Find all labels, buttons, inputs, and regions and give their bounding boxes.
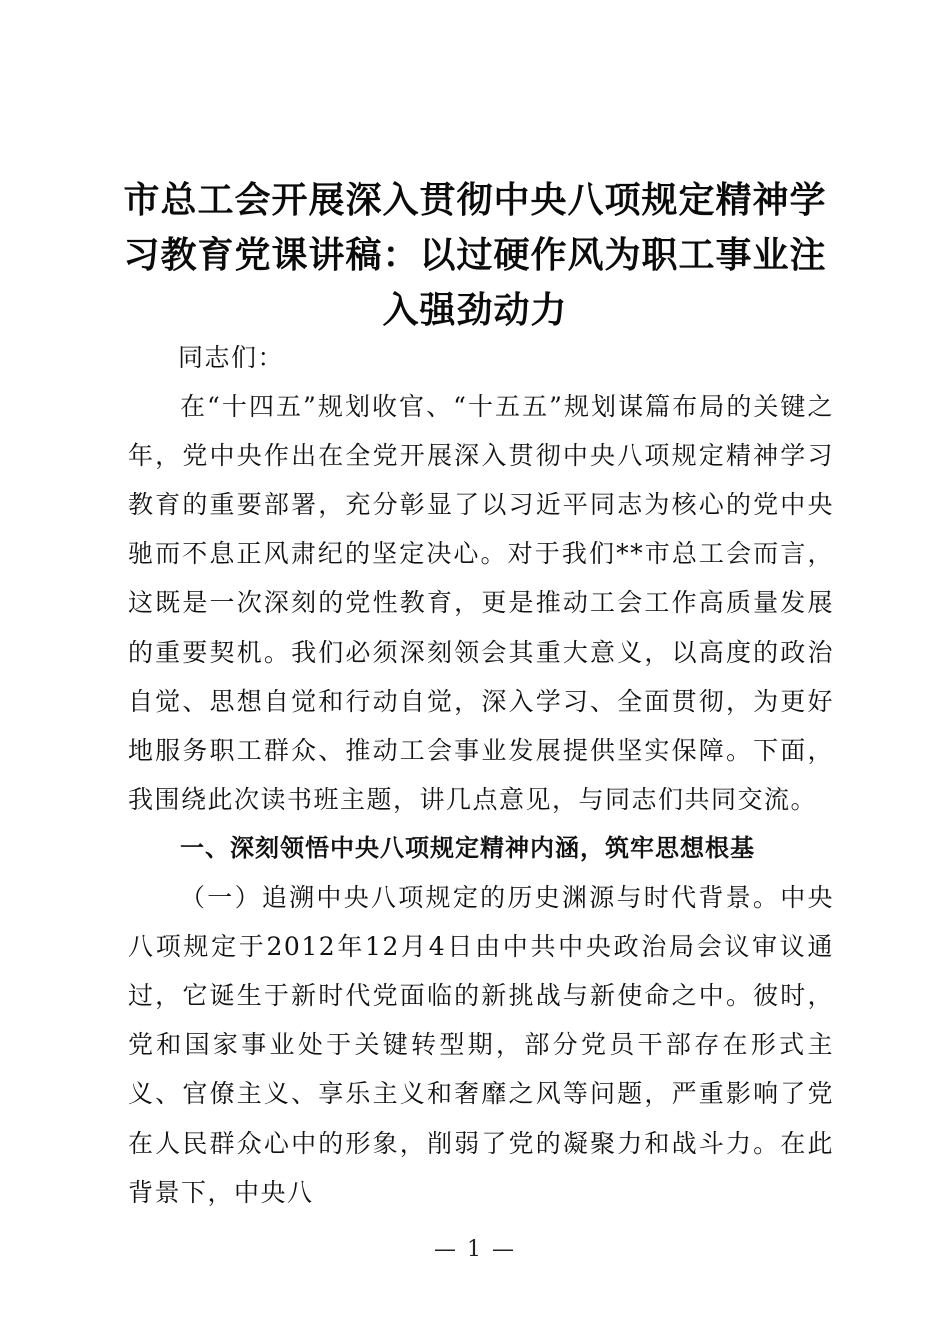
section-heading: 一、深刻领悟中央八项规定精神内涵，筑牢思想根基 <box>180 833 755 862</box>
document-title: 市总工会开展深入贯彻中央八项规定精神学习教育党课讲稿：以过硬作风为职工事业注入强劲动力 <box>123 180 827 331</box>
salutation: 同志们： <box>178 343 285 372</box>
page-number: — 1 — <box>434 1237 516 1262</box>
document-body <box>128 333 834 1217</box>
section-paragraph: （一）追溯中央八项规定的历史渊源与时代背景。中央八项规定于2012年12月4日由中共中央政治局会议审议通过，它诞生于新时代党面临的新挑战与新使命之中。彼时，党和国家事业处于关键转型期，部分党员干部存在形式主义、官僚主义、享乐主义和奢靡之风等问题，严重影响了党在人民群众心中的形象，削弱了党的凝聚力和战斗力。在此背景下，中央八 <box>128 883 834 1207</box>
intro-paragraph: 在“十四五”规划收官、“十五五”规划谋篇布局的关键之年，党中央作出在全党开展深入贯彻中央八项规定精神学习教育的重要部署，充分彰显了以习近平同志为核心的党中央驰而不息正风肃纪的坚定决心。对于我们**市总工会而言，这既是一次深刻的党性教育，更是推动工会工作高质量发展的重要契机。我们必须深刻领会其重大意义，以高度的政治自觉、思想自觉和行动自觉，深入学习、全面贯彻，为更好地服务职工群众、推动工会事业发展提供坚实保障。下面，我围绕此次读书班主题，讲几点意见，与同志们共同交流。 <box>128 392 834 814</box>
